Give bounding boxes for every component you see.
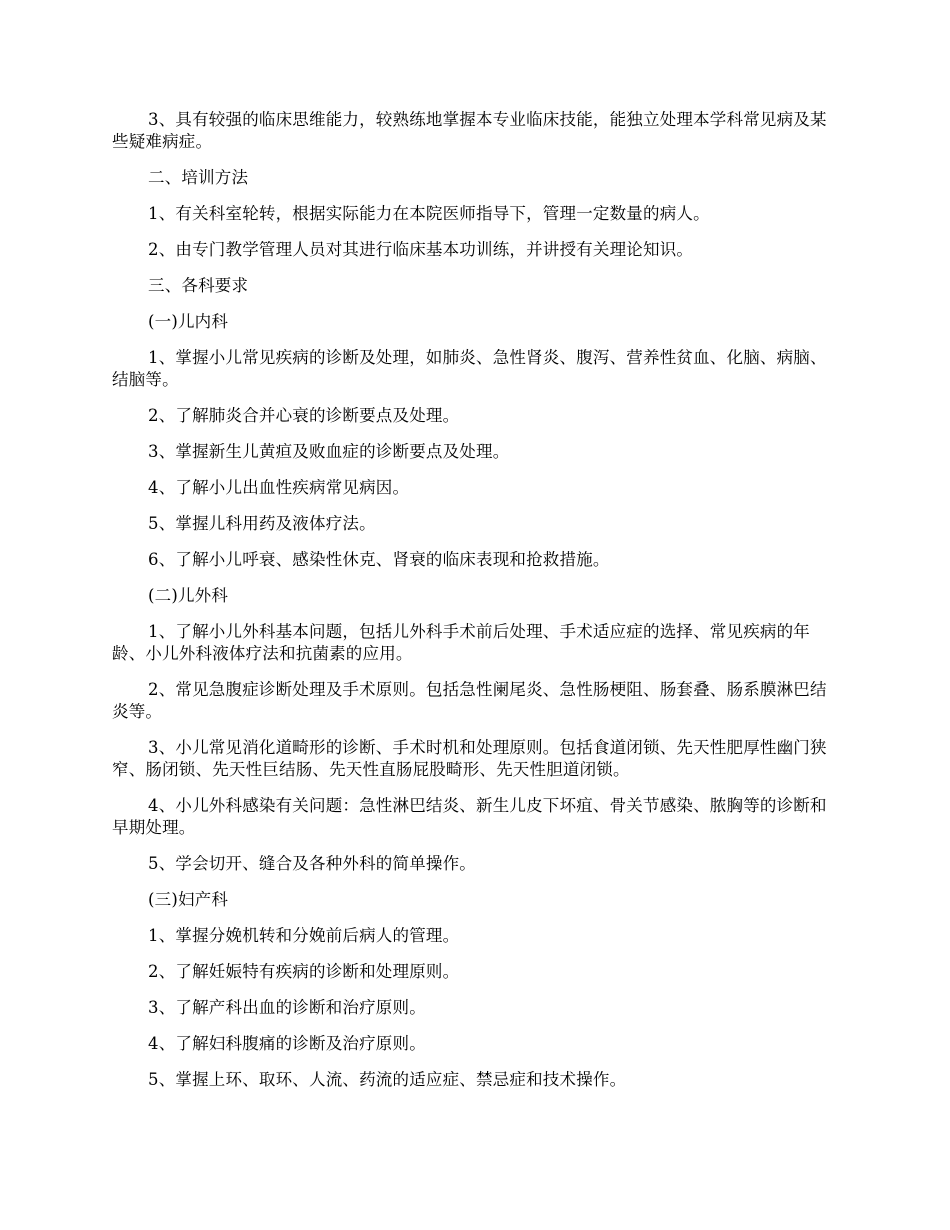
paragraph-pediatric-internal-5: 5、掌握儿科用药及液体疗法。 [148,514,376,533]
section-heading-department-requirements: 三、各科要求 [148,276,249,295]
document-body [112,109,828,1105]
paragraph-pediatric-internal-6: 6、了解小儿呼衰、感染性休克、肾衰的临床表现和抢救措施。 [148,550,610,569]
paragraph-pediatric-internal-4: 4、了解小儿出血性疾病常见病因。 [148,478,410,497]
paragraph-pediatric-surgery-4: 4、小儿外科感染有关问题：急性淋巴结炎、新生儿皮下坏疽、骨关节感染、脓胸等的诊断和早期处理。 [112,796,827,837]
paragraph-pediatric-internal-2: 2、了解肺炎合并心衰的诊断要点及处理。 [148,406,460,425]
section-heading-training-methods: 二、培训方法 [148,168,249,187]
paragraph-obgyn-3: 3、了解产科出血的诊断和治疗原则。 [148,998,426,1017]
paragraph-skill-requirement-3: 3、具有较强的临床思维能力，较熟练地掌握本专业临床技能，能独立处理本学科常见病及某些疑难病症。 [112,110,827,151]
paragraph-pediatric-surgery-5: 5、学会切开、缝合及各种外科的简单操作。 [148,854,476,873]
paragraph-obgyn-5: 5、掌握上环、取环、人流、药流的适应症、禁忌症和技术操作。 [148,1070,627,1089]
subsection-heading-pediatric-surgery: (二)儿外科 [148,586,229,605]
paragraph-pediatric-internal-1: 1、掌握小儿常见疾病的诊断及处理，如肺炎、急性肾炎、腹泻、营养性贫血、化脑、病脑、结脑等。 [112,348,827,389]
subsection-heading-obstetrics-gynecology: (三)妇产科 [148,890,229,909]
paragraph-training-method-1: 1、有关科室轮转，根据实际能力在本院医师指导下，管理一定数量的病人。 [148,204,710,223]
paragraph-pediatric-surgery-1: 1、了解小儿外科基本问题，包括儿外科手术前后处理、手术适应症的选择、常见疾病的年龄、小儿外科液体疗法和抗菌素的应用。 [112,622,810,663]
paragraph-pediatric-surgery-3: 3、小儿常见消化道畸形的诊断、手术时机和处理原则。包括食道闭锁、先天性肥厚性幽门狭窄、肠闭锁、先天性巨结肠、先天性直肠屁股畸形、先天性胆道闭锁。 [112,738,827,779]
subsection-heading-pediatric-internal-medicine: (一)儿内科 [148,312,229,331]
paragraph-obgyn-1: 1、掌握分娩机转和分娩前后病人的管理。 [148,926,460,945]
paragraph-obgyn-2: 2、了解妊娠特有疾病的诊断和处理原则。 [148,962,460,981]
paragraph-obgyn-4: 4、了解妇科腹痛的诊断及治疗原则。 [148,1034,426,1053]
paragraph-training-method-2: 2、由专门教学管理人员对其进行临床基本功训练，并讲授有关理论知识。 [148,240,694,259]
paragraph-pediatric-internal-3: 3、掌握新生儿黄疸及败血症的诊断要点及处理。 [148,442,510,461]
paragraph-pediatric-surgery-2: 2、常见急腹症诊断处理及手术原则。包括急性阑尾炎、急性肠梗阻、肠套叠、肠系膜淋巴结炎等。 [112,680,827,721]
